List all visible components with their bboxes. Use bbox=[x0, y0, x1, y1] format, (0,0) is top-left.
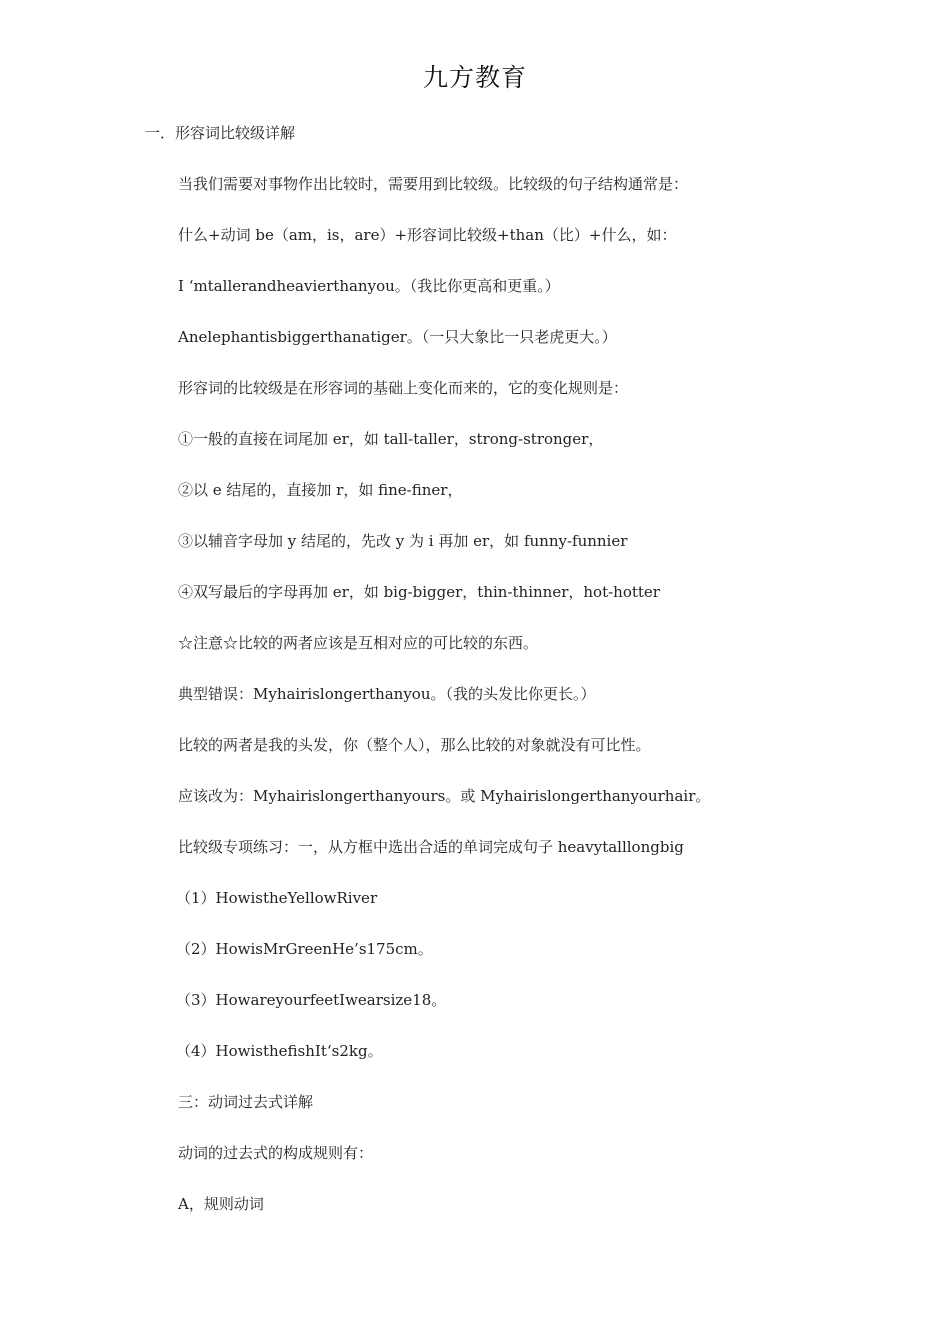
example-sentence: I ‘mtallerandheavierthanyou。（我比你更高和更重。） bbox=[178, 277, 560, 295]
exercise-item: （3）HowareyourfeetIwearsize18。 bbox=[176, 991, 447, 1009]
subheading-regular-verbs: A，规则动词 bbox=[178, 1195, 264, 1213]
explanation-paragraph: 比较的两者是我的头发，你（整个人），那么比较的对象就没有可比性。 bbox=[178, 736, 651, 754]
body-text bbox=[178, 173, 898, 1244]
exercise-item: （2）HowisMrGreenHe’s175cm。 bbox=[176, 940, 433, 958]
exercise-item: （4）HowisthefishIt‘s2kg。 bbox=[176, 1042, 383, 1060]
rule-item: ④双写最后的字母再加 er，如 big-bigger，thin-thinner，hot-hotter bbox=[178, 583, 660, 601]
correction-paragraph: 应该改为：Myhairislongerthanyours。或 Myhairislongerthanyourhair。 bbox=[178, 787, 711, 805]
exercise-heading: 比较级专项练习：一，从方框中选出合适的单词完成句子 heavytalllongbig bbox=[178, 838, 684, 856]
rule-item: ①一般的直接在词尾加 er，如 tall-taller，strong-stronger， bbox=[178, 430, 604, 448]
paragraph-structure: 什么+动词 be（am，is，are）+形容词比较级+than（比）+什么，如： bbox=[178, 226, 677, 244]
paragraph-intro: 当我们需要对事物作出比较时，需要用到比较级。比较级的句子结构通常是： bbox=[178, 175, 689, 193]
paragraph-past-tense-rules: 动词的过去式的构成规则有： bbox=[178, 1144, 374, 1162]
error-example: 典型错误：Myhairislongerthanyou。（我的头发比你更长。） bbox=[178, 685, 596, 703]
rule-item: ③以辅音字母加 y 结尾的，先改 y 为 i 再加 er，如 funny-funnier bbox=[178, 532, 628, 550]
section-heading: 一．形容词比较级详解 bbox=[145, 124, 296, 142]
paragraph-rules-intro: 形容词的比较级是在形容词的基础上变化而来的，它的变化规则是： bbox=[178, 379, 629, 397]
note-paragraph: ☆注意☆比较的两者应该是互相对应的可比较的东西。 bbox=[178, 634, 539, 652]
exercise-item: （1）HowistheYellowRiver bbox=[176, 889, 378, 907]
section-heading-past-tense: 三：动词过去式详解 bbox=[178, 1093, 314, 1111]
example-sentence: Anelephantisbiggerthanatiger。（一只大象比一只老虎更大。） bbox=[178, 328, 617, 346]
page-title: 九方教育 bbox=[422, 63, 527, 92]
rule-item: ②以 e 结尾的，直接加 r，如 fine-finer， bbox=[178, 481, 463, 499]
